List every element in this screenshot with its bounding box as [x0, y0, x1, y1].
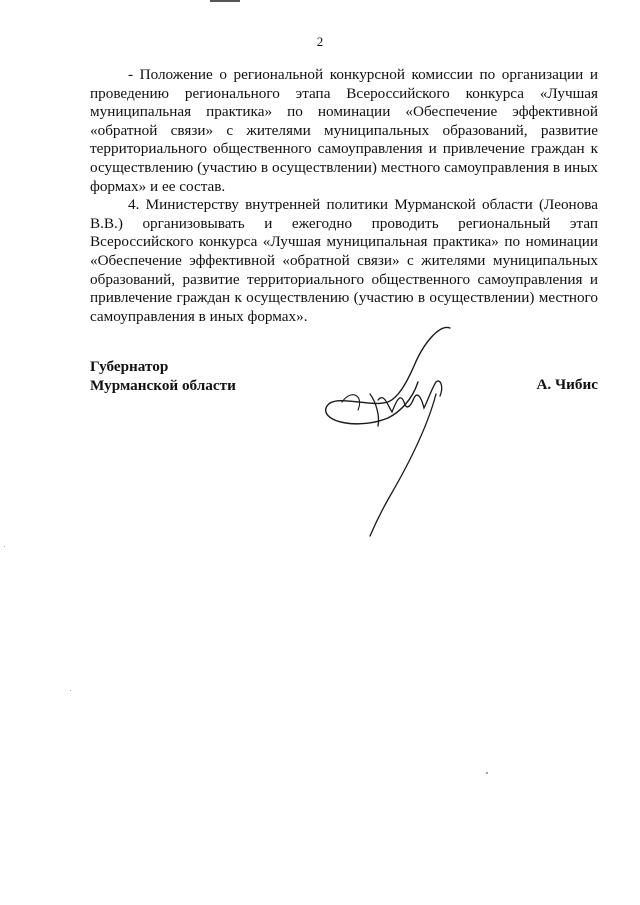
- signatory-title-line1: Губернатор: [90, 358, 169, 375]
- signatory-title: [90, 358, 236, 395]
- signatory-title-line2: Мурманской области: [90, 376, 236, 394]
- paragraph-commission-regulation: - Положение о региональной конкурсной комиссии по организации и проведению регионального этапа Всероссийского конкурса «Лучшая муниципальная практика» по номинации «Обеспечение эффективной «обратной связи» с жителями муниципальных образований, развитие территориального общественного самоуправления и привлечение граждан к осуществлению (участию в осуществлении) местного самоуправления в иных формах» и ее состав.: [90, 66, 598, 195]
- handwritten-signature: [318, 322, 466, 542]
- scan-speck: [486, 772, 488, 774]
- body-text: [90, 66, 598, 326]
- paragraph-item-4: 4. Министерству внутренней политики Мурманской области (Леонова В.В.) организовывать и ежегодно проводить региональный этап Всероссийского конкурса «Лучшая муниципальная практика» по номинации «Обеспечение эффективной «обратной связи» с жителями муниципальных образований, развитие территориального общественного самоуправления и привлечение граждан к осуществлению (участию в осуществлении) местного самоуправления в иных формах».: [90, 196, 598, 325]
- scan-speck: [4, 546, 5, 547]
- scan-mark: [210, 0, 240, 2]
- scan-speck: [70, 690, 71, 691]
- page-number: 2: [316, 34, 324, 49]
- signatory-name: А. Чибис: [536, 376, 598, 393]
